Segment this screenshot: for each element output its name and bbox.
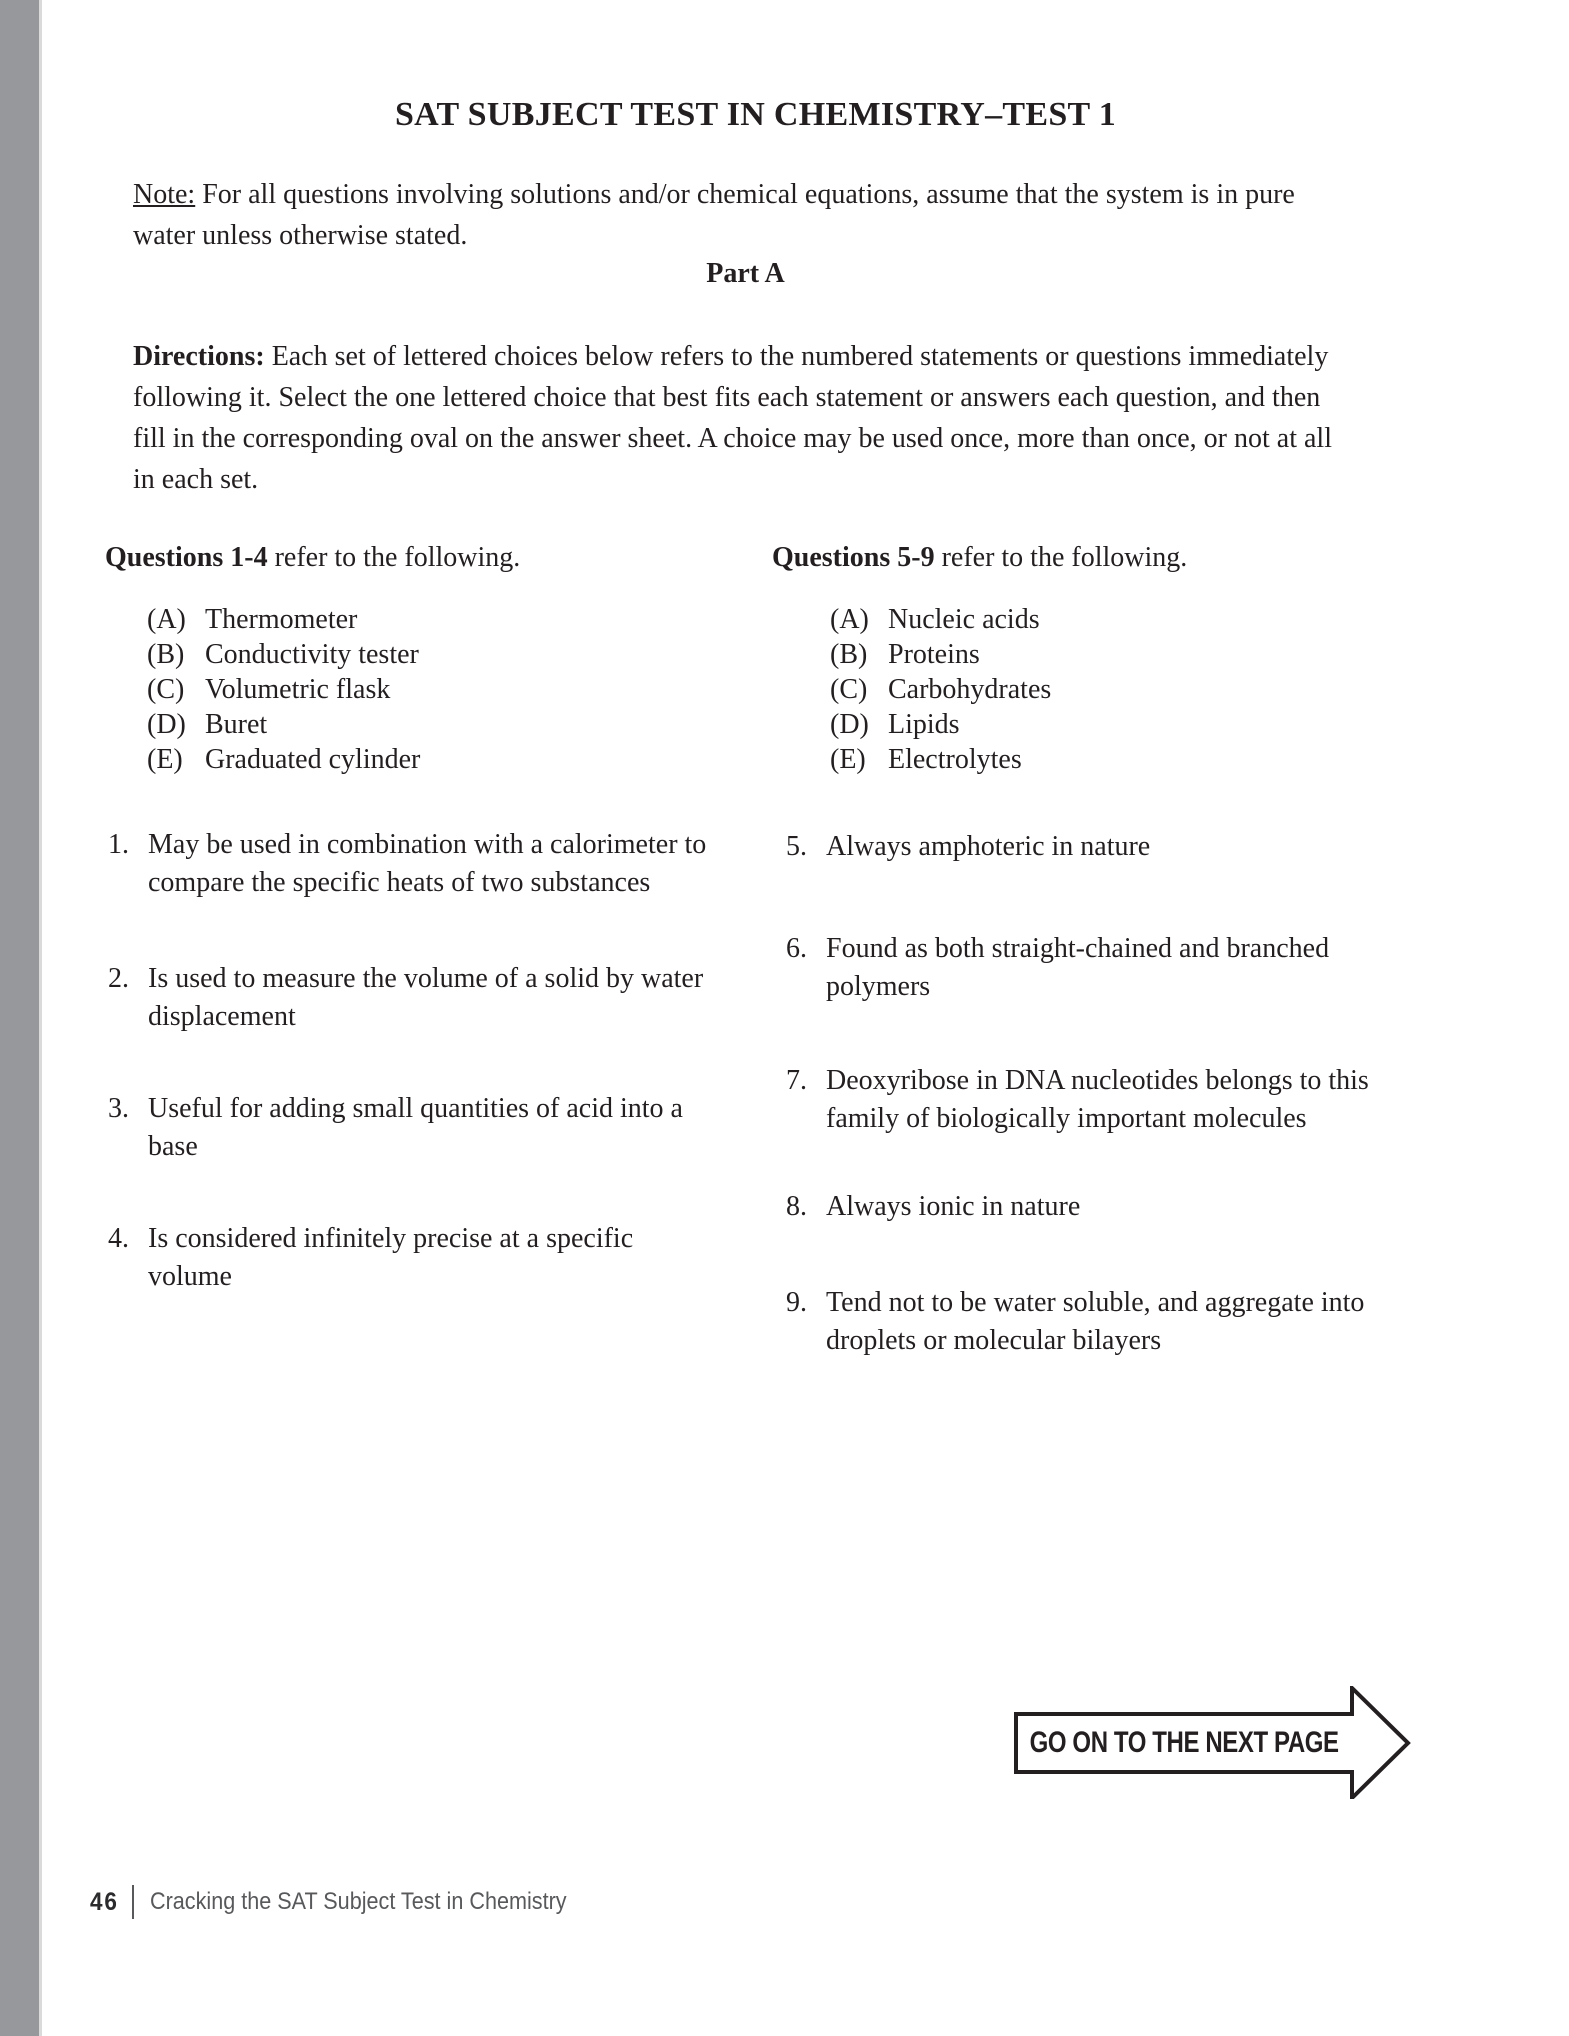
go-on-next-page-label	[1016, 1714, 1352, 1772]
questions-5-9-range: Questions 5-9	[772, 542, 935, 573]
question-text: Useful for adding small quantities of acid into a base	[148, 1093, 683, 1162]
questions-5-9-header	[772, 540, 1187, 576]
choice-letter: (C)	[147, 674, 185, 705]
choice-row	[147, 742, 420, 777]
question-item	[786, 1188, 1401, 1226]
question-text: Tend not to be water soluble, and aggregate into droplets or molecular bilayers	[826, 1287, 1365, 1356]
choice-row	[830, 672, 1051, 707]
choices-list-1-4	[147, 602, 420, 777]
choice-text: Lipids	[888, 709, 960, 740]
choice-text: Nucleic acids	[888, 604, 1040, 635]
question-text: May be used in combination with a calorimeter to compare the specific heats of two substances	[148, 829, 707, 898]
note-label: Note:	[133, 179, 196, 210]
left-margin-band	[0, 0, 42, 2036]
choices-list-5-9	[830, 602, 1051, 777]
question-number: 5.	[786, 831, 807, 862]
question-item	[108, 826, 723, 902]
question-text: Is used to measure the volume of a solid by water displacement	[148, 963, 704, 1032]
page-number: 46	[90, 1887, 119, 1916]
question-number: 3.	[108, 1093, 129, 1124]
choice-letter: (C)	[830, 674, 868, 705]
note-paragraph	[133, 174, 1328, 256]
book-title: Cracking the SAT Subject Test in Chemistry	[149, 1888, 567, 1915]
choice-text: Electrolytes	[888, 744, 1022, 775]
choice-row	[830, 707, 1051, 742]
directions-text: Each set of lettered choices below refers to the numbered statements or questions immediately following it. Select the one lettered choice that best fits each statement or answers each question, and then fill in the corresponding oval on the answer sheet. A choice may be used once, more than once, or not at all in each set.	[133, 341, 1332, 495]
choice-text: Thermometer	[205, 604, 358, 635]
question-item	[786, 930, 1401, 1006]
choice-letter: (B)	[147, 639, 185, 670]
choice-row	[147, 707, 420, 742]
choice-text: Graduated cylinder	[205, 744, 421, 775]
choice-letter: (A)	[147, 604, 186, 635]
questions-5-9-rest: refer to the following.	[934, 542, 1188, 573]
footer-divider	[132, 1885, 134, 1919]
directions-paragraph	[133, 336, 1358, 500]
question-item	[786, 1062, 1401, 1138]
page-title: SAT SUBJECT TEST IN CHEMISTRY–TEST 1	[394, 96, 1117, 133]
choice-row	[830, 742, 1051, 777]
choice-row	[147, 637, 420, 672]
choice-text: Proteins	[888, 639, 980, 670]
question-text: Found as both straight-chained and branched polymers	[826, 933, 1330, 1002]
choice-letter: (D)	[147, 709, 186, 740]
question-number: 1.	[108, 829, 129, 860]
part-heading: Part A	[706, 258, 785, 289]
choice-letter: (B)	[830, 639, 868, 670]
choice-letter: (E)	[147, 744, 183, 775]
question-number: 2.	[108, 963, 129, 994]
choice-text: Carbohydrates	[888, 674, 1052, 705]
question-text: Is considered infinitely precise at a specific volume	[148, 1223, 634, 1292]
choice-row	[147, 672, 420, 707]
question-item	[786, 828, 1401, 866]
choice-text: Conductivity tester	[205, 639, 419, 670]
question-text: Always ionic in nature	[826, 1191, 1081, 1222]
question-number: 6.	[786, 933, 807, 964]
question-number: 4.	[108, 1223, 129, 1254]
choice-row	[147, 602, 420, 637]
go-on-next-page-arrow	[1014, 1686, 1412, 1799]
question-number: 7.	[786, 1065, 807, 1096]
question-item	[108, 1220, 723, 1296]
go-on-next-page-text: GO ON TO THE NEXT PAGE	[1029, 1726, 1339, 1759]
question-item	[108, 1090, 723, 1166]
choice-text: Volumetric flask	[205, 674, 391, 705]
page-footer	[90, 1880, 613, 1924]
choice-text: Buret	[205, 709, 268, 740]
choice-letter: (E)	[830, 744, 866, 775]
questions-1-4-range: Questions 1-4	[105, 542, 268, 573]
choice-letter: (A)	[830, 604, 869, 635]
choice-row	[830, 602, 1051, 637]
note-text: For all questions involving solutions and/or chemical equations, assume that the system is in pure water unless otherwise stated.	[133, 179, 1295, 251]
question-item	[108, 960, 723, 1036]
question-number: 9.	[786, 1287, 807, 1318]
directions-label: Directions:	[133, 341, 265, 372]
choice-row	[830, 637, 1051, 672]
questions-1-4-header	[105, 540, 520, 576]
choice-letter: (D)	[830, 709, 869, 740]
question-number: 8.	[786, 1191, 807, 1222]
question-item	[786, 1284, 1401, 1360]
question-text: Always amphoteric in nature	[826, 831, 1151, 862]
question-text: Deoxyribose in DNA nucleotides belongs to this family of biologically important molecules	[826, 1065, 1369, 1134]
questions-1-4-rest: refer to the following.	[267, 542, 521, 573]
